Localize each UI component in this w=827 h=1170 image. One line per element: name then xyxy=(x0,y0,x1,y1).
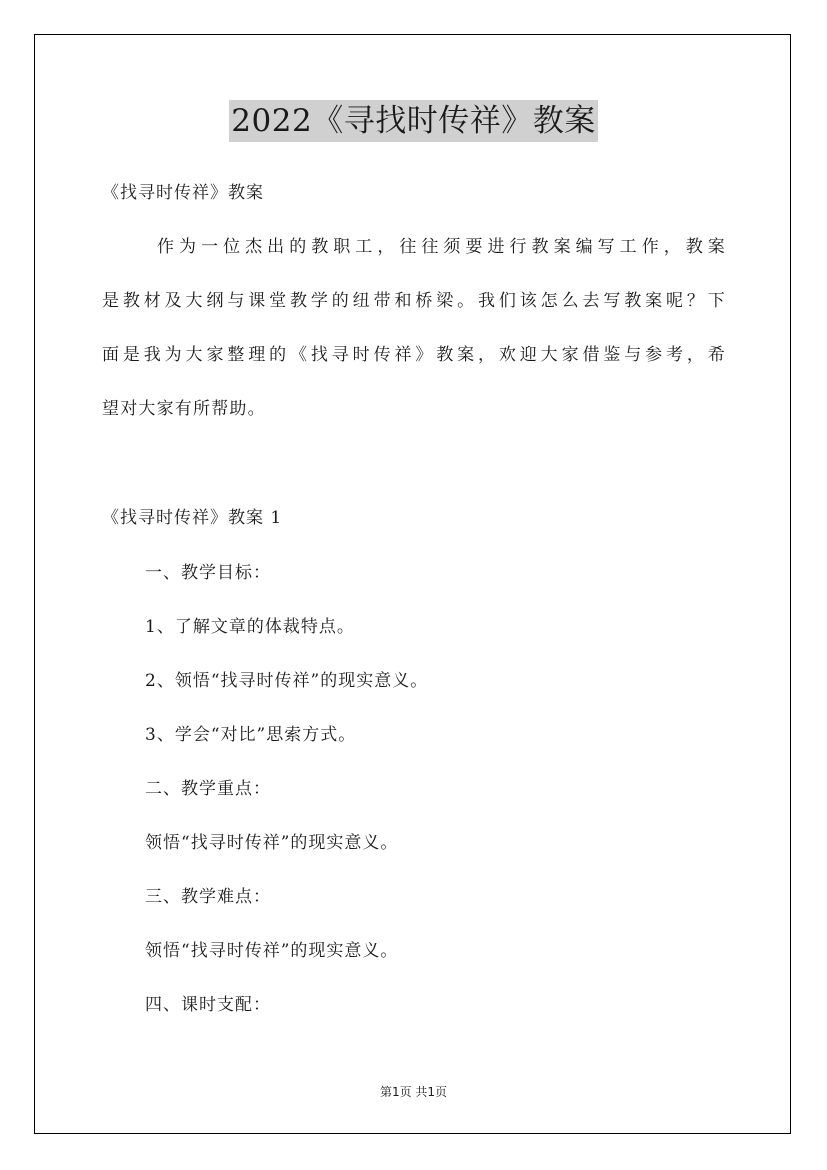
intro-line-4: 望对大家有所帮助。 xyxy=(102,399,266,419)
list-item: 四、课时支配： xyxy=(145,995,271,1015)
list-item: 1、了解文章的体裁特点。 xyxy=(145,617,355,637)
list-item: 一、教学目标： xyxy=(145,563,271,583)
list-item: 3、学会“对比”思索方式。 xyxy=(145,725,357,745)
document-title: 2022《寻找时传祥》教案 xyxy=(229,100,597,142)
list-item: 三、教学难点： xyxy=(145,887,271,907)
section-heading: 《找寻时传祥》教案 1 xyxy=(102,508,283,528)
intro-line-3: 面是我为大家整理的《找寻时传祥》教案，欢迎大家借鉴与参考，希 xyxy=(102,345,726,365)
title-container xyxy=(0,100,827,142)
list-item: 二、教学重点： xyxy=(145,779,271,799)
list-item: 2、领悟“找寻时传祥”的现实意义。 xyxy=(145,671,429,691)
page-number-footer: 第1页 共1页 xyxy=(379,1085,448,1099)
list-item: 领悟“找寻时传祥”的现实意义。 xyxy=(145,941,399,961)
document-subtitle: 《找寻时传祥》教案 xyxy=(102,183,264,203)
list-item: 领悟“找寻时传祥”的现实意义。 xyxy=(145,833,399,853)
intro-line-2: 是教材及大纲与课堂教学的纽带和桥梁。我们该怎么去写教案呢？下 xyxy=(102,291,726,311)
intro-line-1: 作为一位杰出的教职工，往往须要进行教案编写工作，教案 xyxy=(157,237,726,257)
